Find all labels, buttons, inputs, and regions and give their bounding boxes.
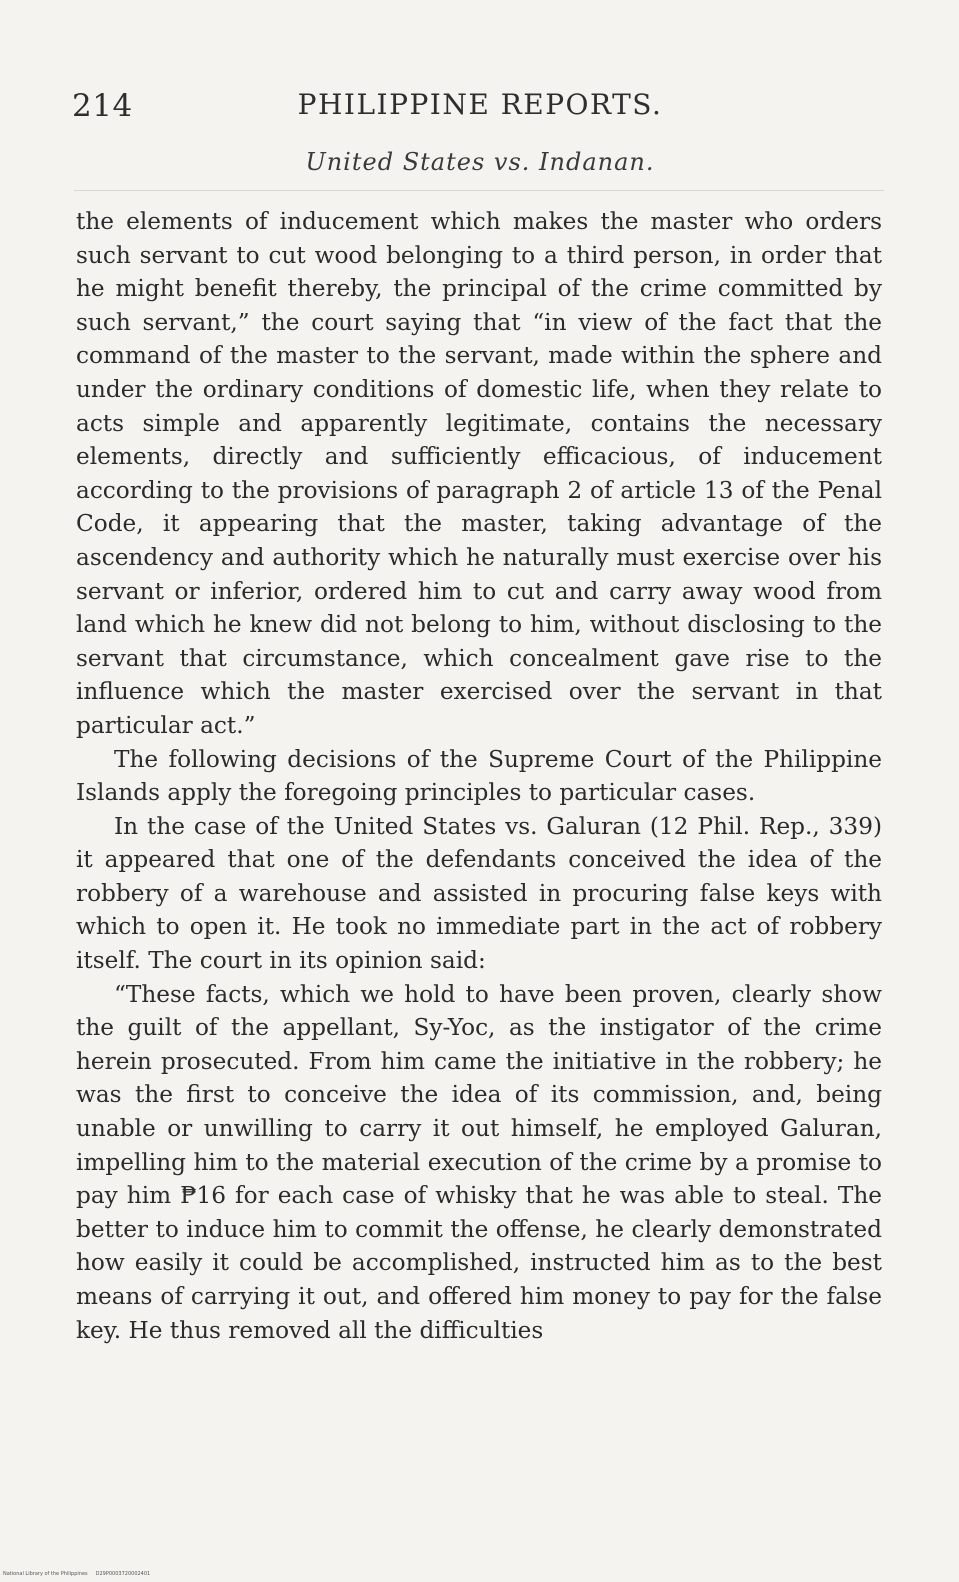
footer-identifier: D29P0003720002401 bbox=[95, 1571, 151, 1577]
body-text bbox=[76, 205, 882, 1347]
page-number: 214 bbox=[72, 88, 133, 124]
case-title: United States vs. Indanan. bbox=[305, 148, 655, 176]
header-rule bbox=[74, 190, 884, 191]
footer-source: National Library of the Philippines bbox=[3, 1571, 88, 1577]
paragraph: “These facts, which we hold to have been proven, clearly show the guilt of the appellant, Sy-Yoc, as the instigator of the crime herein prosecuted. From him came the initiative in the robbery; he was the first to conceive the idea of its commission, and, being unable or unwilling to carry it out himself, he employed Galuran, impelling him to the material execution of the crime by a promise to pay him ₱16 for each case of whisky that he was able to steal. The better to induce him to commit the offense, he clearly demonstrated how easily it could be accomplished, instructed him as to the best means of carrying it out, and offered him money to pay for the false key. He thus removed all the difficulties bbox=[76, 980, 882, 1344]
paragraph: The following decisions of the Supreme Court of the Philippine Islands apply the foregoing principles to particular cases. bbox=[76, 745, 882, 807]
scan-footer bbox=[3, 1571, 150, 1577]
paragraph: the elements of inducement which makes the master who orders such servant to cut wood belonging to a third person, in order that he might benefit thereby, the principal of the crime committed by such servant,” the court saying that “in view of the fact that the command of the master to the servant, made within the sphere and under the ordinary conditions of domestic life, when they relate to acts simple and apparently legitimate, contains the necessary elements, directly and sufficiently efficacious, of inducement according to the provisions of paragraph 2 of article 13 of the Penal Code, it appearing that the master, taking advantage of the ascendency and authority which he naturally must exercise over his servant or inferior, ordered him to cut and carry away wood from land which he knew did not belong to him, without disclosing to the servant that circumstance, which concealment gave rise to the influence which the master exercised over the servant in that particular act.” bbox=[76, 208, 882, 739]
paragraph: In the case of the United States vs. Galuran (12 Phil. Rep., 339) it appeared that one of the defendants conceived the idea of the robbery of a warehouse and assisted in procuring false keys with which to open it. He took no immediate part in the act of robbery itself. The court in its opinion said: bbox=[76, 812, 882, 975]
running-head: PHILIPPINE REPORTS. bbox=[297, 88, 663, 121]
